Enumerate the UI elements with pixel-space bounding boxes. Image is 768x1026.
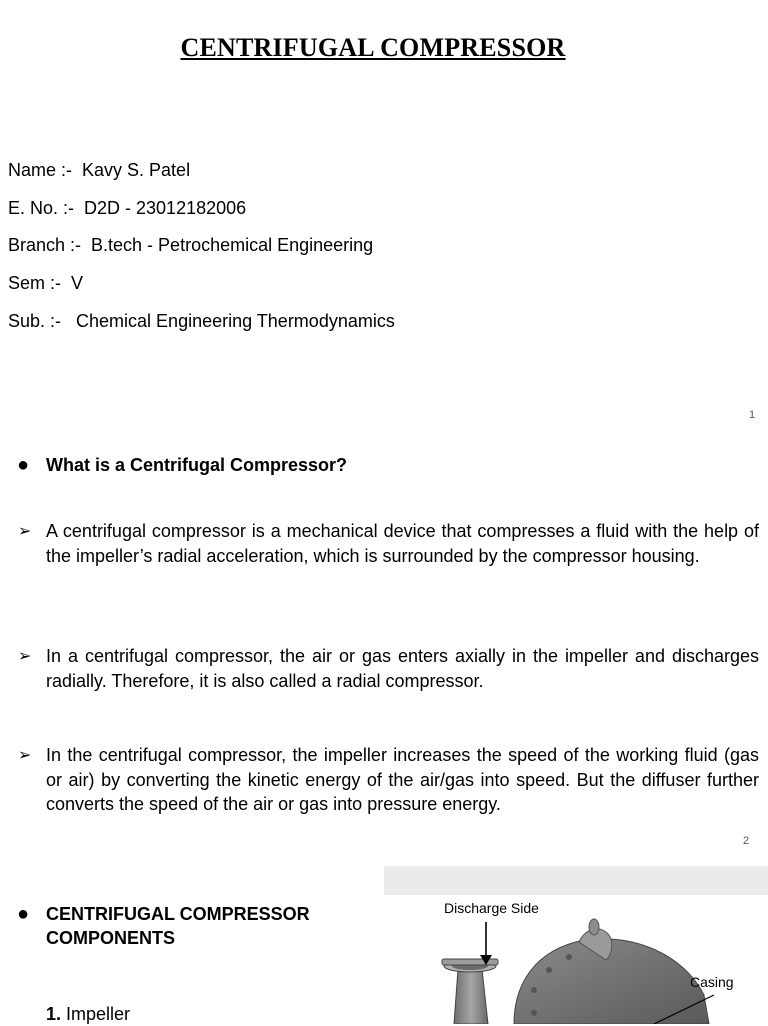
components-heading-line2: COMPONENTS — [46, 928, 176, 948]
enrollment-number: E. No. :- D2D - 23012182006 — [8, 198, 247, 218]
point-2: In a centrifugal compressor, the air or gas enters axially in the impeller and discharges radially. Therefore, it is also called a radial compressor. — [46, 646, 759, 691]
arrow-bullet-icon: ➢ — [18, 747, 32, 764]
page-title: CENTRIFUGAL COMPRESSOR — [180, 33, 566, 62]
arrow-bullet-icon: ➢ — [18, 523, 32, 540]
semester: Sem :- V — [8, 273, 84, 293]
branch: Branch :- B.tech - Petrochemical Engineering — [8, 235, 374, 255]
subject: Sub. :- Chemical Engineering Thermodynamics — [8, 311, 395, 331]
page-number-1: 1 — [749, 409, 756, 421]
arrow-bullet-icon: ➢ — [18, 648, 32, 665]
compressor-diagram — [384, 895, 768, 1024]
component-number: 1. — [46, 1004, 62, 1024]
page-number-2: 2 — [743, 835, 750, 847]
components-heading-line1: CENTRIFUGAL COMPRESSOR — [46, 904, 310, 924]
casing-label: Casing — [690, 974, 734, 990]
section-heading: What is a Centrifugal Compressor? — [46, 455, 348, 475]
image-header-band — [384, 866, 768, 895]
component-label: Impeller — [66, 1004, 131, 1024]
bullet-icon: ● — [17, 454, 30, 476]
component-item — [46, 1002, 130, 1026]
components-heading — [46, 902, 310, 950]
point-3: In the centrifugal compressor, the impeller increases the speed of the working fluid (gas or air) by converting the kinetic energy of the air/gas into speed. But the diffuser further converts the speed of the air or gas into pressure energy. — [46, 745, 759, 814]
discharge-side-label: Discharge Side — [444, 900, 539, 916]
point-1: A centrifugal compressor is a mechanical device that compresses a fluid with the help of the impeller’s radial acceleration, which is surrounded by the compressor housing. — [46, 521, 759, 566]
bullet-icon: ● — [17, 903, 30, 925]
student-name: Name :- Kavy S. Patel — [8, 160, 191, 180]
